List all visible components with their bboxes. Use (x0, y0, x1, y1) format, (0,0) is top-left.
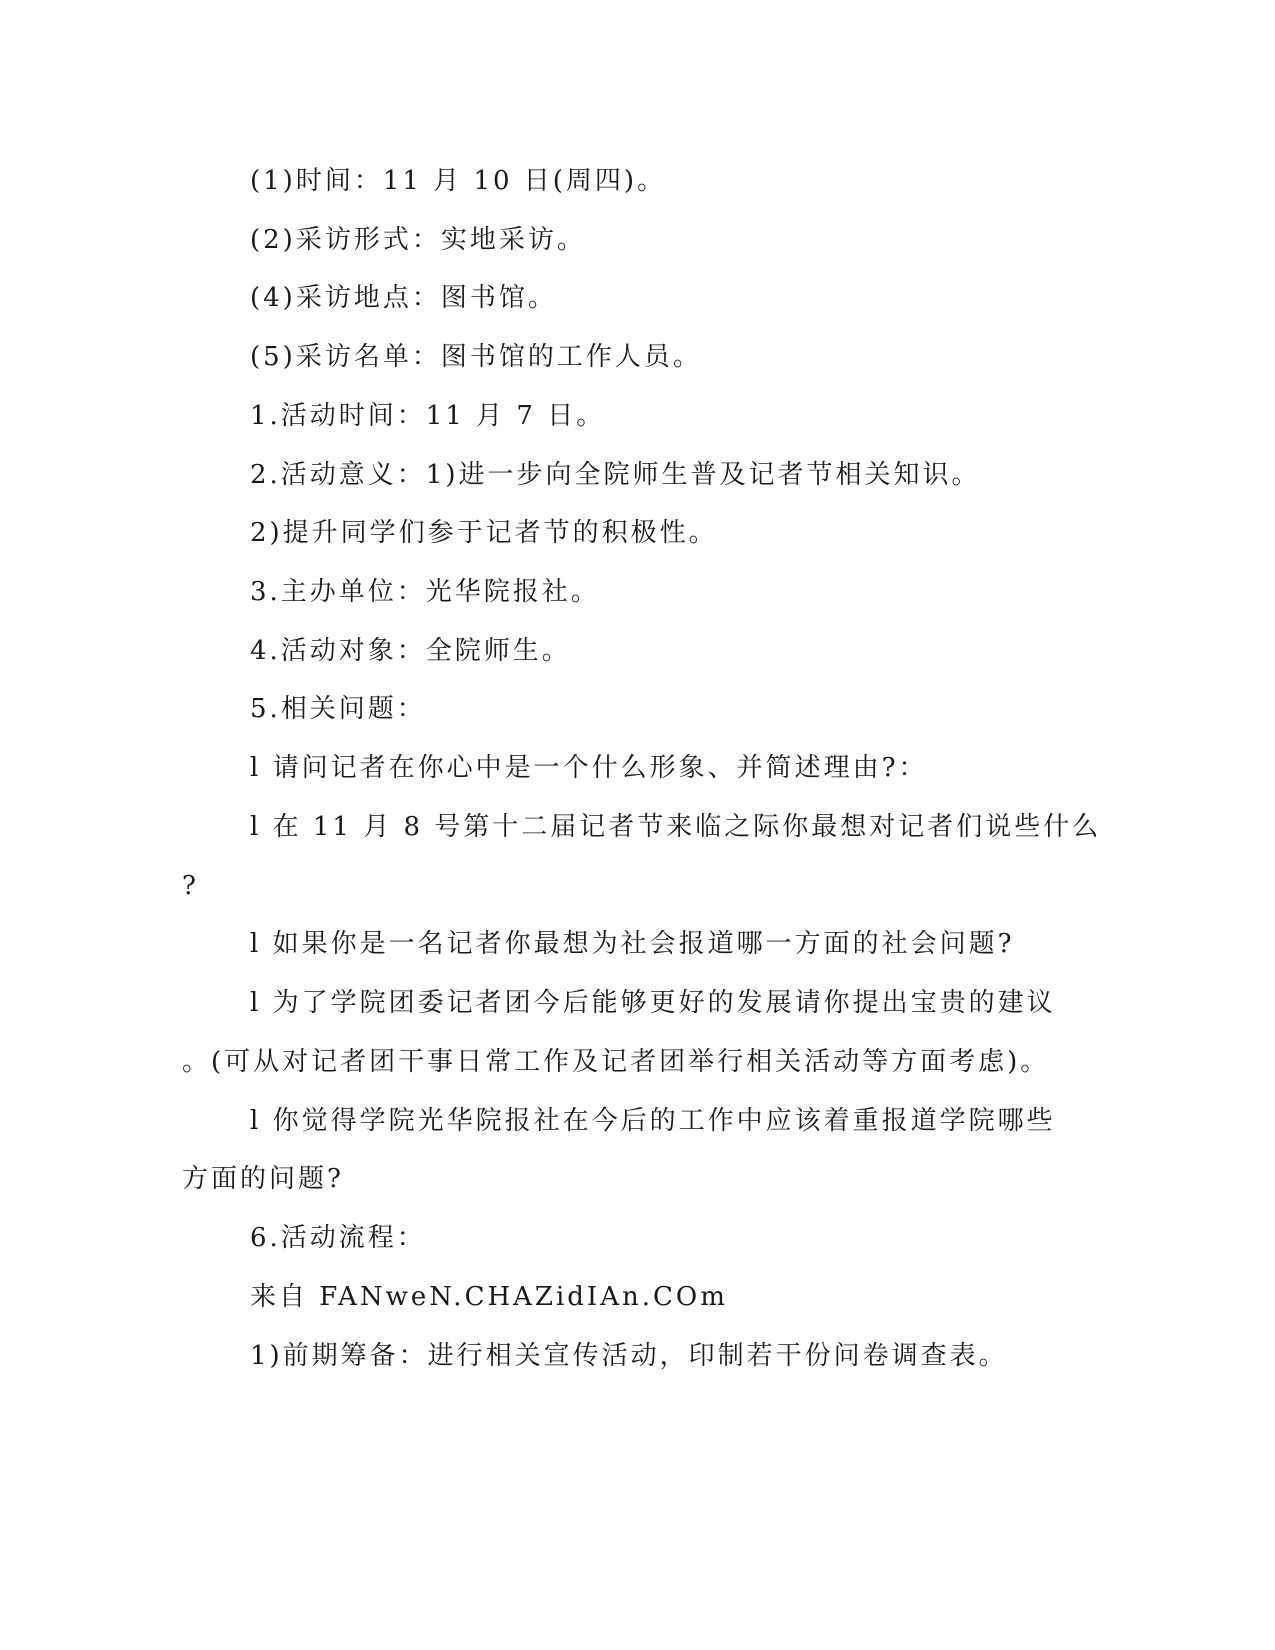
text-line: 2.活动意义：1)进一步向全院师生普及记者节相关知识。 (250, 460, 981, 490)
text-line: (4)采访地点：图书馆。 (250, 283, 557, 313)
text-line: l 为了学院团委记者团今后能够更好的发展请你提出宝贵的建议 (250, 988, 1056, 1018)
text-line: 6.活动流程： (250, 1223, 426, 1253)
text-line: 。(可从对记者团干事日常工作及记者团举行相关活动等方面考虑)。 (182, 1047, 1050, 1077)
text-line: 3.主办单位：光华院报社。 (250, 577, 600, 607)
text-line: (1)时间：11 月 10 日(周四)。 (250, 166, 667, 196)
text-line: (2)采访形式：实地采访。 (250, 225, 586, 255)
text-line: l 如果你是一名记者你最想为社会报道哪一方面的社会问题? (250, 929, 1015, 959)
text-line: 来自 FANweN.CHAZidIAn.COm (250, 1282, 728, 1312)
text-line: (5)采访名单：图书馆的工作人员。 (250, 342, 702, 372)
text-line: 4.活动对象：全院师生。 (250, 636, 571, 666)
text-line: l 你觉得学院光华院报社在今后的工作中应该着重报道学院哪些 (250, 1106, 1056, 1136)
text-line: 1.活动时间：11 月 7 日。 (250, 401, 606, 431)
text-line: 1)前期筹备：进行相关宣传活动，印制若干份问卷调查表。 (250, 1341, 1008, 1371)
text-line: l 在 11 月 8 号第十二届记者节来临之际你最想对记者们说些什么 (250, 812, 1102, 842)
text-line: 2)提升同学们参于记者节的积极性。 (250, 518, 718, 548)
text-line: 5.相关问题： (250, 694, 426, 724)
text-line: 方面的问题? (182, 1164, 344, 1194)
text-line: l 请问记者在你心中是一个什么形象、并简述理由?： (250, 753, 928, 783)
text-line: ? (182, 871, 199, 901)
